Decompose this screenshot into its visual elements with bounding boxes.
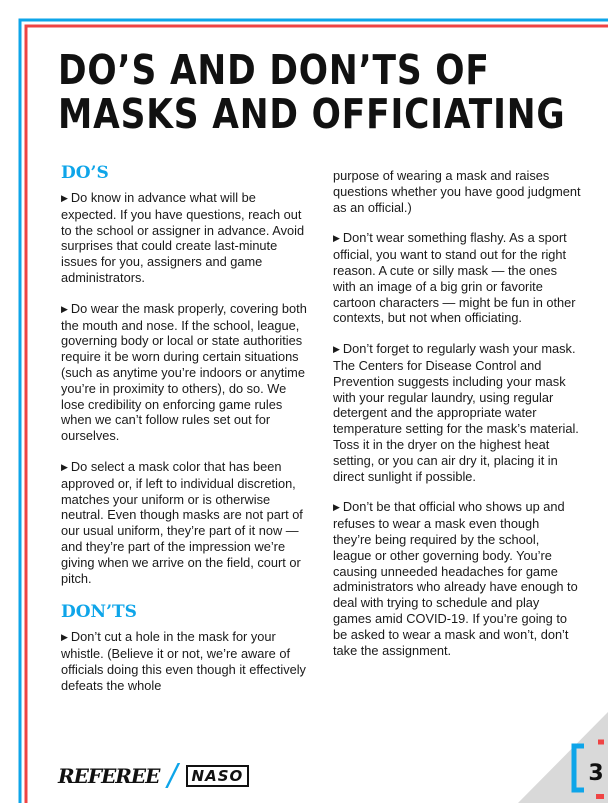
donts-item: ▶ Don’t forget to regularly wash your mask. The Centers for Disease Control and Prevention suggests including your mask with your regular laundry, using regular detergent and the appropriate water temperature setting for the mask’s material. Toss it in the dryer on the highest heat setting, or you can air dry it, placing it in direct sunlight if possible. <box>333 341 579 484</box>
title-line-1: DO’S AND DON’TS OF <box>58 46 490 94</box>
donts-item-continuation: purpose of wearing a mask and raises questions whether you have good judgment as an official.) <box>333 168 581 215</box>
bullet-triangle-icon: ▶ <box>61 461 68 472</box>
donts-item: ▶ Don’t be that official who shows up and refuses to wear a mask even though they’re being required by the school, league or other governing body. You’re causing unneeded headaches for game administrators who already have enough to deal with trying to schedule and play games amid COVID-19. If you’re going to be asked to wear a mask and won’t, don’t take the assignment. <box>333 499 578 658</box>
naso-logo: NASO <box>186 765 250 787</box>
dos-heading: DO’S <box>61 163 109 183</box>
bullet-triangle-icon: ▶ <box>61 193 68 203</box>
logo-divider-slash: / <box>167 758 178 793</box>
page-title <box>58 46 566 138</box>
bullet-triangle-icon: ▶ <box>333 502 340 513</box>
dos-item: ▶ Do select a mask color that has been approved or, if left to individual discretion, matches your uniform or is otherwise neutral. Even though masks are not part of our usual uniform, they’re part of it now — and they’re part of the impression we’re giving when we arrive on the field, court or pitch. <box>61 458 303 586</box>
dos-item: ▶ Do wear the mask properly, covering both the mouth and nose. If the school, league, governing body or local or state authorities require it be worn during certain situations (such as anytime you’re indoors or anytime you’re in proximity to others), do so. We lose credibility on enforcing game rules when we can’t follow rules set out for ourselves. <box>61 300 307 444</box>
dos-item: ▶ Do know in advance what will be expected. If you have questions, reach out to the school or assigner in advance. Avoid surprises that could create last-minute issues for you, assigners and game administrators. <box>61 190 305 285</box>
right-column <box>333 168 581 673</box>
donts-item: ▶ Don’t wear something flashy. As a sport official, you want to stand out for the right reason. A cute or silly mask — the ones with an image of a big grin or favorite cartoon characters — might be fun in other contexts, but not when officiating. <box>333 230 576 326</box>
page-number: 3 <box>588 761 604 786</box>
referee-logo: REFEREE <box>58 764 160 788</box>
bullet-triangle-icon: ▶ <box>333 344 340 355</box>
bullet-triangle-icon: ▶ <box>61 632 68 643</box>
left-column <box>61 162 307 709</box>
bullet-triangle-icon: ▶ <box>333 233 340 244</box>
footer-logos <box>58 758 249 793</box>
title-line-2: MASKS AND OFFICIATING <box>58 90 566 138</box>
donts-item: ▶ Don’t cut a hole in the mask for your whistle. (Believe it or not, we’re aware of officials doing this even though it effectively defeats the whole <box>61 629 306 693</box>
bullet-triangle-icon: ▶ <box>61 303 68 314</box>
donts-heading: DON’TS <box>61 602 137 623</box>
